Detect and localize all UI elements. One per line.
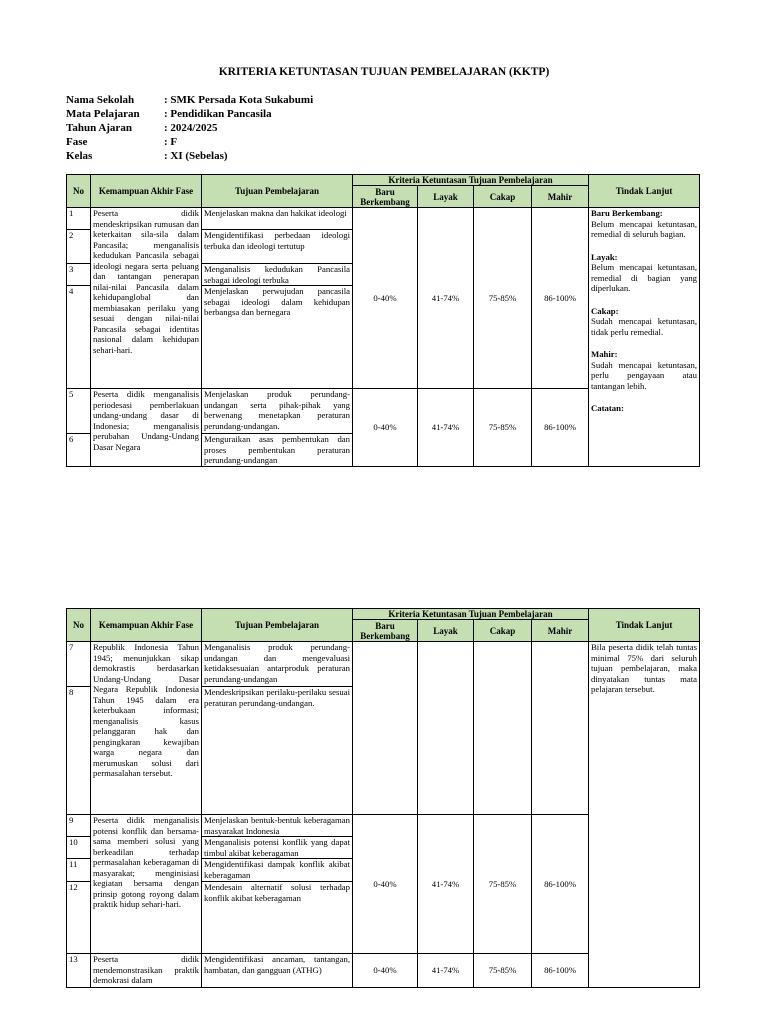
header-mahir: Mahir [532, 186, 589, 208]
header-kktp: Kriteria Ketuntasan Tujuan Pembelajaran [353, 609, 589, 620]
range-cakap: 75-85% [474, 389, 532, 467]
empty-range-cell [418, 642, 474, 815]
range-layak: 41-74% [418, 389, 474, 467]
row-no: 3 [67, 264, 91, 286]
info-label: Mata Pelajaran [66, 108, 140, 120]
info-row-class [66, 149, 313, 163]
header-tindak: Tindak Lanjut [589, 609, 700, 642]
row-no: 2 [67, 230, 91, 264]
info-row-subject [66, 107, 313, 121]
tindak-text: Belum mencapai ketuntasan, remedial di seluruh bagian. [591, 218, 698, 239]
range-baru: 0-40% [353, 389, 418, 467]
header-baru: Baru Berkembang [353, 186, 418, 208]
empty-range-cell [474, 642, 532, 815]
info-value: : F [164, 136, 178, 148]
header-layak: Layak [418, 186, 474, 208]
row-no: 7 [67, 642, 91, 687]
tp-cell: Menguraikan asas pembentukan dan proses pembentukan peraturan perundang-undangan [202, 434, 353, 467]
row-no: 10 [67, 837, 91, 859]
kktp-table-2 [66, 608, 700, 988]
tindak-text: Belum mencapai ketuntasan, remedial di bagian yang diperlukan. [591, 262, 698, 293]
caf-text: Peserta didik mendemonstrasikan praktik demokrasi dalam [93, 954, 199, 985]
identity-block [66, 93, 313, 163]
range-baru: 0-40% [353, 815, 418, 954]
header-tp: Tujuan Pembelajaran [202, 609, 353, 642]
info-value: : Pendidikan Pancasila [164, 108, 272, 120]
empty-range-cell [532, 642, 589, 815]
range-mahir: 86-100% [532, 208, 589, 389]
tp-cell: Menjelaskan bentuk-bentuk keberagaman masyarakat Indonesia [202, 815, 353, 837]
range-layak: 41-74% [418, 208, 474, 389]
range-cakap: 75-85% [474, 954, 532, 988]
header-cakap: Cakap [474, 186, 532, 208]
tp-cell: Menjelaskan makna dan hakikat ideologi [202, 208, 353, 230]
range-mahir: 86-100% [532, 815, 589, 954]
caf-cell: Peserta didik mendeskripsikan rumusan dan keterkaitan sila-sila dalam Pancasila; menganalisis kedudukan Pancasila sebagai ideologi negara serta peluang dan tantangan penerapan nilai-nilai Pancasila dalam kehidupanglobal dan membiasakan perilaku yang sesuai dengan nilai-nilai Pancasila sebagai identitas nasional dalam kehidupan sehari-hari. [91, 208, 202, 389]
row-no: 6 [67, 434, 91, 467]
header-mahir: Mahir [532, 620, 589, 642]
tindak-heading: Mahir: [591, 349, 618, 359]
range-mahir: 86-100% [532, 389, 589, 467]
header-baru: Baru Berkembang [353, 620, 418, 642]
tp-cell: Menganalisis kedudukan Pancasila sebagai ideologi terbuka [202, 264, 353, 286]
tindak-heading: Baru Berkembang: [591, 208, 663, 218]
range-baru: 0-40% [353, 208, 418, 389]
row-no: 9 [67, 815, 91, 837]
header-cakap: Cakap [474, 620, 532, 642]
header-layak: Layak [418, 620, 474, 642]
row-no: 12 [67, 882, 91, 954]
header-tindak: Tindak Lanjut [589, 175, 700, 208]
header-no: No [67, 175, 91, 208]
row-no: 11 [67, 859, 91, 882]
tindak-text: Sudah mencapai ketuntasan, perlu pengayaan atau tantangan lebih. [591, 359, 698, 391]
tp-cell: Menjelaskan perwujudan pancasila sebagai ideologi dalam kehidupan berbangsa dan bernegara [202, 286, 353, 389]
range-cakap: 75-85% [474, 208, 532, 389]
info-value: : XI (Sebelas) [164, 150, 228, 162]
tp-cell: Menganalisis produk perundang-undangan dan mengevaluasi ketidaksesuaian antarproduk peraturan perundang-undangan [202, 642, 353, 687]
header-caf: Kemampuan Akhir Fase [91, 609, 202, 642]
caf-cell: Republik Indonesia Tahun 1945; menunjukkan sikap demokrastis berdasarkan Undang-Undang Dasar Negara Republik Indonesia Tahun 1945 dalam era keterbukaan informasi; menganalisis kasus pelanggaran hak dan pengingkaran kewajiban warga negara dan merumuskan solusi dari permasalahan tersebut. [91, 642, 202, 815]
row-no: 4 [67, 286, 91, 389]
info-label: Fase [66, 136, 88, 148]
tp-cell: Mengidentifikasi ancaman, tantangan, hambatan, dan gangguan (ATHG) [202, 954, 353, 988]
caf-cell [91, 954, 202, 988]
range-mahir: 86-100% [532, 954, 589, 988]
info-row-phase [66, 135, 313, 149]
tindak-lanjut-cell [589, 208, 700, 467]
info-label: Kelas [66, 150, 93, 162]
tindak-lanjut-cell: Bila peserta didik telah tuntas minimal 75% dari seluruh tujuan pembelajaran, maka dinyatakan tuntas mata pelajaran tersebut. [589, 642, 700, 988]
row-no: 1 [67, 208, 91, 230]
header-kktp: Kriteria Ketuntasan Tujuan Pembelajaran [353, 175, 589, 186]
tp-cell: Menganalisis potensi konflik yang dapat timbul akibat keberagaman [202, 837, 353, 859]
empty-range-cell [353, 642, 418, 815]
tp-cell: Mendesain alternatif solusi terhadap konflik akibat keberagaman [202, 882, 353, 954]
info-value: : 2024/2025 [164, 122, 218, 134]
header-caf: Kemampuan Akhir Fase [91, 175, 202, 208]
tp-cell: Mengidentifikasi dampak konflik akibat keberagaman [202, 859, 353, 882]
header-tp: Tujuan Pembelajaran [202, 175, 353, 208]
tindak-heading: Cakap: [591, 305, 619, 316]
document-title: KRITERIA KETUNTASAN TUJUAN PEMBELAJARAN (KKTP) [218, 66, 550, 78]
tp-cell: Mengidentifikasi perbedaan ideologi terbuka dan ideologi tertutup [202, 230, 353, 264]
info-label: Nama Sekolah [66, 94, 135, 106]
tindak-text: Sudah mencapai ketuntasan, tidak perlu remedial. [591, 316, 698, 337]
header-no: No [67, 609, 91, 642]
range-layak: 41-74% [418, 815, 474, 954]
caf-cell: Peserta didik menganalisis potensi konflik dan bersama-sama memberi solusi yang berkeadilan terhadap permasalahan keberagaman di masyarakat; menginisiasi kegiatan bersama dengan prinsip gotong royong dalam praktik hidup sehari-hari. [91, 815, 202, 954]
range-layak: 41-74% [418, 954, 474, 988]
tp-cell: Menjelaskan produk perundang-undangan serta pihak-pihak yang berwenang menetapkan peraturan perundang-undangan. [202, 389, 353, 434]
tp-cell: Mendeskripsikan perilaku-perilaku sesuai peraturan perundang-undangan. [202, 687, 353, 815]
kktp-table-1 [66, 174, 700, 467]
row-no: 5 [67, 389, 91, 434]
caf-cell: Peserta didik menganalisis periodesasi pemberlakuan undang-undang dasar di Indonesia; menganalisis perubahan Undang-Undang Dasar Negara [91, 389, 202, 467]
tindak-heading: Catatan: [591, 403, 624, 413]
tindak-heading: Layak: [591, 251, 618, 262]
info-row-school [66, 93, 313, 107]
range-cakap: 75-85% [474, 815, 532, 954]
row-no: 13 [67, 954, 91, 988]
info-label: Tahun Ajaran [66, 122, 132, 134]
info-value: : SMK Persada Kota Sukabumi [164, 94, 314, 106]
row-no: 8 [67, 687, 91, 815]
info-row-year [66, 121, 313, 135]
range-baru: 0-40% [353, 954, 418, 988]
